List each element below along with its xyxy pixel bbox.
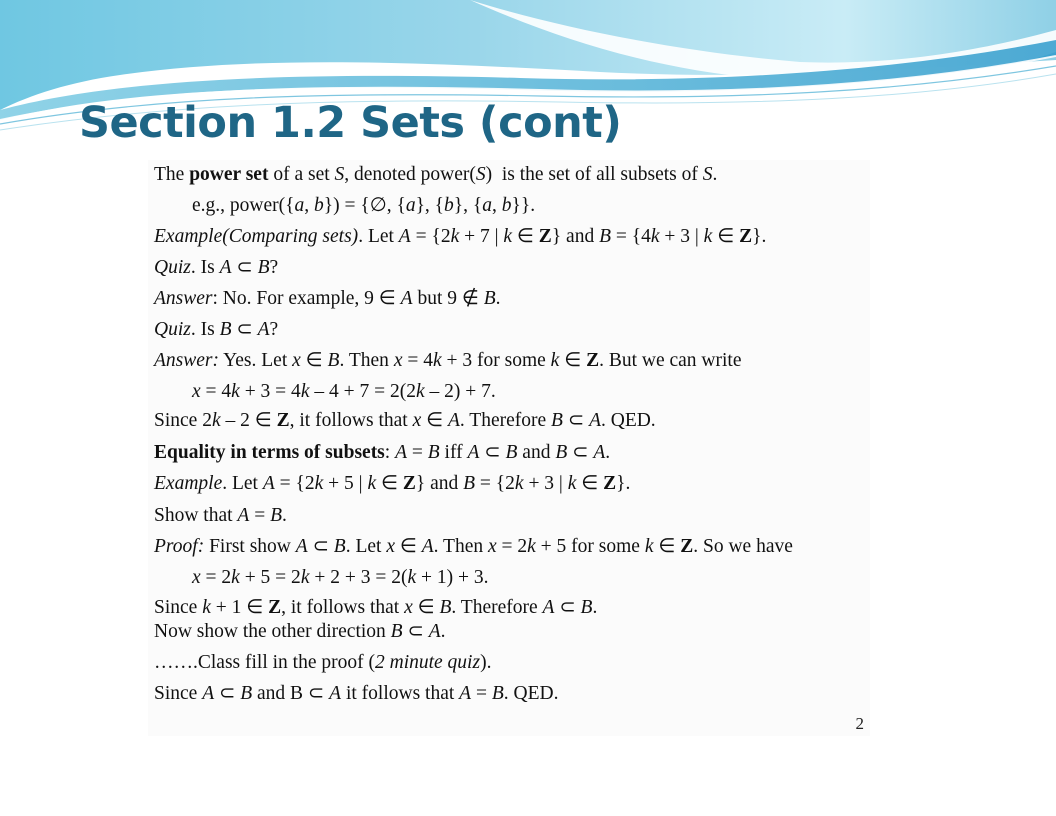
content-line: Since k + 1 ∈ Z, it follows that x ∈ B. Therefore A ⊂ B.: [154, 597, 598, 618]
content-line: Since 2k – 2 ∈ Z, it follows that x ∈ A. Therefore B ⊂ A. QED.: [154, 410, 656, 431]
content-line: Show that A = B.: [154, 505, 287, 526]
slide-title: Section 1.2 Sets (cont): [79, 98, 622, 148]
content-line: Now show the other direction B ⊂ A.: [154, 621, 446, 642]
content-line: Quiz. Is A ⊂ B?: [154, 257, 279, 278]
content-line: Proof: First show A ⊂ B. Let x ∈ A. Then x = 2k + 5 for some k ∈ Z. So we have: [154, 536, 793, 557]
slide-content-panel: [148, 160, 870, 736]
content-line: Since A ⊂ B and B ⊂ A it follows that A = B. QED.: [154, 683, 559, 704]
content-line: Example. Let A = {2k + 5 | k ∈ Z} and B = {2k + 3 | k ∈ Z}.: [154, 473, 631, 494]
content-line: …….Class fill in the proof (2 minute quiz).: [154, 652, 492, 673]
content-line: x = 4k + 3 = 4k – 4 + 7 = 2(2k – 2) + 7.: [192, 381, 496, 402]
content-line: x = 2k + 5 = 2k + 2 + 3 = 2(k + 1) + 3.: [192, 567, 489, 588]
content-line: Quiz. Is B ⊂ A?: [154, 319, 279, 340]
content-line: Answer: No. For example, 9 ∈ A but 9 ∉ B.: [154, 288, 501, 309]
page-number: 2: [855, 714, 864, 733]
content-line: The power set of a set S, denoted power(S) is the set of all subsets of S.: [154, 164, 718, 185]
content-line: Example(Comparing sets). Let A = {2k + 7 | k ∈ Z} and B = {4k + 3 | k ∈ Z}.: [154, 226, 767, 247]
content-line: Equality in terms of subsets: A = B iff A ⊂ B and B ⊂ A.: [154, 442, 611, 463]
content-line: e.g., power({a, b}) = {∅, {a}, {b}, {a, b}}.: [192, 195, 536, 216]
content-line: Answer: Yes. Let x ∈ B. Then x = 4k + 3 for some k ∈ Z. But we can write: [154, 350, 742, 371]
